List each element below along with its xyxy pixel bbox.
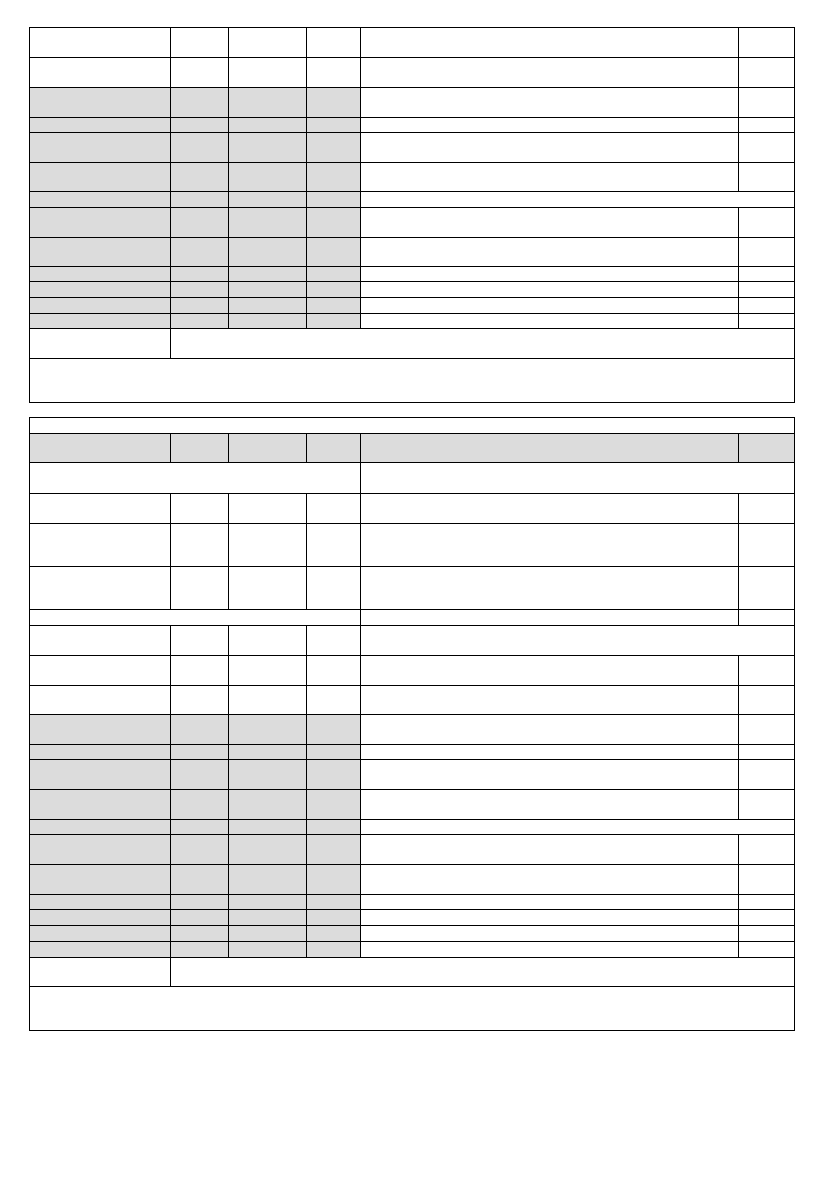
table-cell — [29, 714, 171, 745]
table-cell — [360, 625, 795, 656]
table-cell — [170, 909, 229, 926]
table-cell — [228, 566, 307, 610]
table-cell — [228, 57, 307, 88]
table-cell — [360, 941, 739, 958]
table-cell — [738, 609, 795, 626]
table-cell — [360, 523, 739, 567]
table-cell — [306, 87, 361, 118]
table-cell — [738, 566, 795, 610]
table-cell — [228, 162, 307, 192]
table-cell — [29, 297, 171, 314]
table-cell — [29, 417, 795, 434]
table-cell — [170, 925, 229, 942]
table-cell — [306, 744, 361, 760]
table-cell — [170, 941, 229, 958]
table-cell — [360, 759, 739, 790]
table-cell — [738, 941, 795, 958]
table-cell — [29, 237, 171, 267]
table-cell — [29, 909, 171, 926]
table-cell — [738, 162, 795, 192]
table-cell — [29, 358, 795, 403]
table-cell — [29, 132, 171, 163]
table-cell — [738, 744, 795, 760]
table-cell — [360, 714, 739, 745]
table-cell — [738, 789, 795, 820]
table-cell — [360, 566, 739, 610]
table-cell — [228, 925, 307, 942]
table-cell — [360, 117, 739, 133]
table-cell — [306, 789, 361, 820]
table-cell — [228, 941, 307, 958]
table-cell — [360, 433, 739, 463]
table-cell — [360, 462, 795, 494]
table-cell — [738, 925, 795, 942]
table-cell — [738, 266, 795, 282]
table-cell — [306, 433, 361, 463]
table-cell — [170, 57, 229, 88]
table-cell — [170, 566, 229, 610]
table-cell — [170, 87, 229, 118]
table-cell — [228, 894, 307, 910]
table-cell — [738, 834, 795, 865]
table-cell — [738, 132, 795, 163]
table-cell — [228, 191, 307, 208]
table-cell — [170, 789, 229, 820]
table-cell — [306, 117, 361, 133]
table-cell — [738, 117, 795, 133]
table-cell — [738, 685, 795, 715]
table-cell — [29, 864, 171, 895]
table-cell — [306, 714, 361, 745]
table-cell — [228, 281, 307, 298]
table-cell — [170, 714, 229, 745]
table-cell — [228, 27, 307, 58]
table-cell — [738, 87, 795, 118]
table-cell — [228, 237, 307, 267]
table-cell — [29, 433, 171, 463]
table-cell — [738, 433, 795, 463]
table-cell — [170, 191, 229, 208]
table-cell — [360, 685, 739, 715]
table-cell — [738, 714, 795, 745]
table-cell — [228, 864, 307, 895]
table-cell — [170, 759, 229, 790]
table-cell — [29, 27, 171, 58]
table-cell — [738, 894, 795, 910]
table-cell — [360, 57, 739, 88]
table-cell — [170, 207, 229, 238]
table-cell — [228, 834, 307, 865]
table-cell — [306, 266, 361, 282]
table-cell — [306, 925, 361, 942]
table-cell — [228, 759, 307, 790]
table-cell — [29, 625, 171, 656]
table-cell — [738, 281, 795, 298]
table-cell — [306, 941, 361, 958]
table-cell — [170, 864, 229, 895]
table-cell — [228, 625, 307, 656]
table-cell — [360, 27, 739, 58]
table-cell — [360, 191, 795, 208]
table-cell — [170, 328, 795, 359]
table-cell — [360, 864, 739, 895]
table-cell — [360, 609, 739, 626]
table-cell — [306, 523, 361, 567]
table-cell — [360, 925, 739, 942]
table-cell — [170, 266, 229, 282]
table-cell — [228, 87, 307, 118]
table-cell — [738, 655, 795, 686]
table-cell — [170, 894, 229, 910]
table-cell — [29, 328, 171, 359]
table-cell — [170, 27, 229, 58]
table-cell — [29, 834, 171, 865]
table-cell — [306, 297, 361, 314]
table-cell — [360, 819, 795, 835]
table-cell — [228, 819, 307, 835]
table-cell — [29, 117, 171, 133]
table-cell — [170, 132, 229, 163]
table-cell — [360, 655, 739, 686]
table-cell — [29, 744, 171, 760]
table-cell — [306, 27, 361, 58]
table-cell — [738, 493, 795, 524]
table-cell — [228, 909, 307, 926]
table-cell — [360, 87, 739, 118]
table-cell — [360, 909, 739, 926]
table-cell — [29, 957, 171, 987]
table-cell — [228, 433, 307, 463]
table-cell — [306, 57, 361, 88]
table-cell — [360, 132, 739, 163]
table-cell — [29, 57, 171, 88]
table-cell — [29, 566, 171, 610]
table-cell — [360, 493, 739, 524]
table-cell — [306, 237, 361, 267]
table-cell — [170, 655, 229, 686]
table-cell — [29, 941, 171, 958]
table-cell — [306, 493, 361, 524]
table-cell — [29, 191, 171, 208]
table-cell — [29, 87, 171, 118]
table-cell — [29, 266, 171, 282]
table-cell — [228, 313, 307, 329]
table-cell — [29, 685, 171, 715]
table-cell — [29, 462, 361, 494]
table-cell — [29, 313, 171, 329]
table-cell — [228, 297, 307, 314]
table-cell — [306, 909, 361, 926]
table-cell — [306, 655, 361, 686]
table-cell — [228, 266, 307, 282]
table-cell — [306, 281, 361, 298]
table-cell — [170, 281, 229, 298]
table-cell — [29, 609, 361, 626]
table-cell — [228, 655, 307, 686]
table-cell — [228, 493, 307, 524]
table-cell — [29, 493, 171, 524]
table-cell — [738, 57, 795, 88]
table-cell — [228, 744, 307, 760]
table-cell — [360, 834, 739, 865]
table-cell — [228, 789, 307, 820]
table-cell — [306, 191, 361, 208]
table-cell — [29, 925, 171, 942]
table-cell — [738, 909, 795, 926]
table-cell — [228, 714, 307, 745]
table-cell — [170, 237, 229, 267]
table-cell — [170, 819, 229, 835]
table-cell — [170, 685, 229, 715]
table-cell — [306, 834, 361, 865]
table-cell — [170, 523, 229, 567]
table-cell — [170, 313, 229, 329]
table-cell — [360, 266, 739, 282]
table-cell — [360, 281, 739, 298]
table-cell — [170, 957, 795, 987]
table-cell — [29, 894, 171, 910]
table-cell — [738, 759, 795, 790]
table-cell — [306, 819, 361, 835]
table-cell — [738, 864, 795, 895]
table-cell — [360, 237, 739, 267]
table-cell — [306, 566, 361, 610]
table-cell — [29, 655, 171, 686]
table-cell — [306, 894, 361, 910]
table-cell — [170, 117, 229, 133]
table-cell — [360, 894, 739, 910]
table-cell — [360, 162, 739, 192]
table-cell — [228, 117, 307, 133]
table-cell — [360, 789, 739, 820]
table-cell — [738, 207, 795, 238]
table-cell — [170, 433, 229, 463]
table-cell — [738, 237, 795, 267]
table-cell — [306, 313, 361, 329]
table-cell — [29, 986, 795, 1031]
table-cell — [306, 625, 361, 656]
table-cell — [306, 685, 361, 715]
table-cell — [170, 162, 229, 192]
table-cell — [170, 744, 229, 760]
table-cell — [360, 313, 739, 329]
table-cell — [306, 162, 361, 192]
table-cell — [29, 789, 171, 820]
table-cell — [29, 819, 171, 835]
table-cell — [738, 523, 795, 567]
table-cell — [170, 834, 229, 865]
table-cell — [738, 297, 795, 314]
table-cell — [29, 523, 171, 567]
table-cell — [738, 313, 795, 329]
table-cell — [228, 132, 307, 163]
table-cell — [228, 523, 307, 567]
table-cell — [170, 625, 229, 656]
table-cell — [306, 132, 361, 163]
table-cell — [360, 297, 739, 314]
table-cell — [29, 759, 171, 790]
table-cell — [29, 281, 171, 298]
table-cell — [228, 685, 307, 715]
table-cell — [29, 162, 171, 192]
table-cell — [306, 207, 361, 238]
table-cell — [29, 207, 171, 238]
table-cell — [170, 297, 229, 314]
table-cell — [170, 493, 229, 524]
table-cell — [228, 207, 307, 238]
table-cell — [306, 759, 361, 790]
table-cell — [738, 27, 795, 58]
table-cell — [360, 744, 739, 760]
table-cell — [360, 207, 739, 238]
table-cell — [306, 864, 361, 895]
